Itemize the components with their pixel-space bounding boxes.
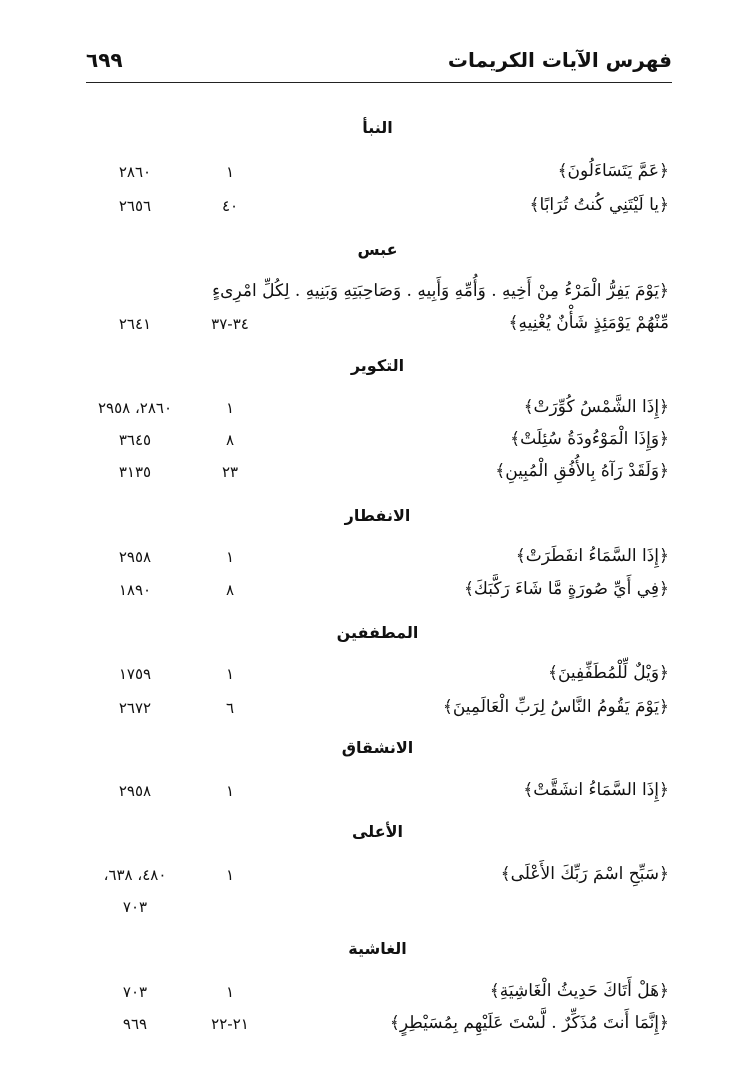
- surah-heading: المطففين: [336, 623, 419, 642]
- page-references: ٧٠٣: [122, 898, 148, 916]
- verse-text: ﴿إِذَا السَّمَاءُ انفَطَرَتْ﴾: [515, 546, 669, 566]
- verse-text: ﴿إِذَا السَّمَاءُ انشَقَّتْ﴾: [523, 780, 669, 800]
- page-title: فهرس الآيات الكريمات: [447, 48, 672, 72]
- verse-text: ﴿وَإِذَا الْمَوْءُودَةُ سُئِلَتْ﴾: [510, 429, 669, 449]
- ayah-number: ١: [225, 866, 235, 884]
- surah-heading: الأعلى: [351, 822, 404, 841]
- verse-text: ﴿فِي أَيِّ صُورَةٍ مَّا شَاءَ رَكَّبَكَ﴾: [463, 579, 669, 599]
- verse-text: مِّنْهُمْ يَوْمَئِذٍ شَأْنٌ يُغْنِيهِ﴾: [508, 313, 669, 333]
- surah-heading: عبس: [357, 240, 398, 259]
- page-header: [86, 46, 672, 83]
- page-references: ٩٦٩: [122, 1015, 148, 1033]
- verse-text: ﴿إِذَا الشَّمْسُ كُوِّرَتْ﴾: [523, 397, 669, 417]
- verse-text: ﴿يَوْمَ يَفِرُّ الْمَرْءُ مِنْ أَخِيهِ . وَأُمِّهِ وَأَبِيهِ . وَصَاحِبَتِهِ وَبَنِيهِ . لِكُلِّ امْرِىءٍ: [212, 281, 669, 301]
- page-references: ١٧٥٩: [118, 665, 152, 683]
- ayah-number: ٨: [225, 581, 235, 599]
- page-references: ٧٠٣: [122, 983, 148, 1001]
- ayah-number: ٤٠: [221, 197, 239, 215]
- surah-heading: الغاشية: [348, 939, 407, 958]
- verse-text: ﴿عَمَّ يَتَسَاءَلُونَ﴾: [557, 161, 669, 181]
- verse-text: ﴿وَلَقَدْ رَآهُ بِالأُفُقِ الْمُبِينِ﴾: [495, 461, 669, 481]
- verse-text: ﴿يَوْمَ يَقُومُ النَّاسُ لِرَبِّ الْعَالَمِينَ﴾: [442, 697, 669, 717]
- ayah-number: ٢٣: [221, 463, 239, 481]
- page-references: ٢٦٤١: [118, 315, 152, 333]
- verse-text: ﴿سَبِّحِ اسْمَ رَبِّكَ الأَعْلَى﴾: [500, 864, 669, 884]
- page-references: ٣١٣٥: [118, 463, 152, 481]
- page-references: ٣٦٤٥: [118, 431, 152, 449]
- ayah-number: ١: [225, 983, 235, 1001]
- page-references: ٢٦٧٢: [118, 699, 152, 717]
- verse-text: ﴿يا لَيْتَنِي كُنتُ تُرَابًا﴾: [529, 195, 669, 215]
- ayah-number: ١: [225, 665, 235, 683]
- ayah-number: ١: [225, 782, 235, 800]
- verse-text: ﴿هَلْ أَتَاكَ حَدِيثُ الْغَاشِيَةِ﴾: [489, 981, 669, 1001]
- page-number: ٦٩٩: [86, 48, 123, 72]
- ayah-number: ٨: [225, 431, 235, 449]
- ayah-number: ٦: [225, 699, 235, 717]
- page-references: ٢٩٥٨: [118, 548, 152, 566]
- ayah-number: ٣٤-٣٧: [211, 315, 249, 333]
- ayah-number: ٢١-٢٢: [211, 1015, 249, 1033]
- verse-text: ﴿إِنَّمَا أَنتَ مُذَكِّرٌ . لَّسْتَ عَلَيْهِم بِمُسَيْطِرٍ﴾: [389, 1013, 669, 1033]
- surah-heading: النبأ: [362, 118, 393, 137]
- page-references: ٢٨٦٠: [118, 163, 152, 181]
- ayah-number: ١: [225, 399, 235, 417]
- ayah-number: ١: [225, 548, 235, 566]
- page-references: ١٨٩٠: [118, 581, 152, 599]
- surah-heading: الانشقاق: [341, 738, 414, 757]
- surah-heading: التكوير: [350, 356, 405, 375]
- page-references: ٢٩٥٨: [118, 782, 152, 800]
- surah-heading: الانفطار: [344, 506, 411, 525]
- page-references: ٢٨٦٠، ٢٩٥٨: [97, 399, 173, 417]
- verse-text: ﴿وَيْلٌ لِّلْمُطَفِّفِينَ﴾: [548, 663, 669, 683]
- ayah-number: ١: [225, 163, 235, 181]
- page-references: ٤٨٠، ٦٣٨،: [103, 866, 167, 884]
- page-references: ٢٦٥٦: [118, 197, 152, 215]
